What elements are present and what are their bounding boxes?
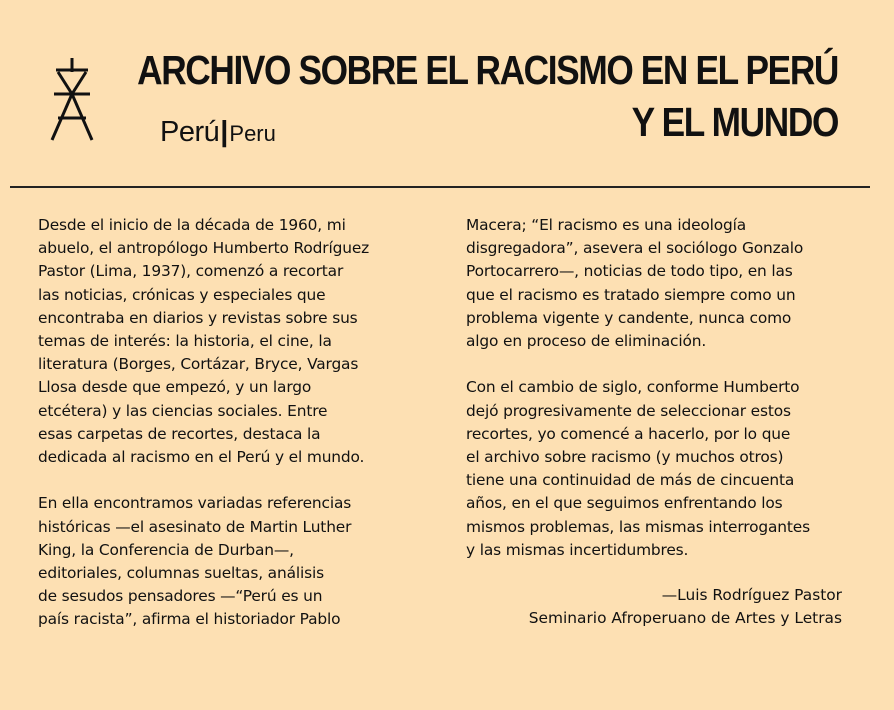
signature-author: —Luis Rodríguez Pastor (661, 586, 842, 604)
text-line: En ella encontramos variadas referencias (38, 494, 352, 513)
country-label-english: Peru (229, 121, 276, 146)
text-line: país racista”, afirma el historiador Pablo (38, 610, 341, 629)
text-line: encontraba en diarios y revistas sobre sus (38, 308, 358, 327)
text-line: editoriales, columnas sueltas, análisis (38, 564, 324, 583)
text-line: y las mismas incertidumbres. (466, 540, 689, 559)
text-line: Macera; “El racismo es una ideología (466, 216, 747, 234)
paragraph-gap (466, 353, 846, 376)
text-line: dejó progresivamente de seleccionar estos (466, 401, 791, 420)
country-label-spanish: Perú (160, 116, 220, 148)
paragraph-references (38, 492, 418, 631)
text-line: dedicada al racismo en el Perú y el mundo. (38, 448, 365, 467)
paragraph-intro (38, 214, 418, 469)
text-line: esas carpetas de recortes, destaca la (38, 424, 321, 443)
text-line: tiene una continuidad de más de cincuenta (466, 471, 795, 490)
paragraph-continuity (466, 376, 846, 562)
text-line: Pastor (Lima, 1937), comenzó a recortar (38, 262, 344, 281)
text-line: mismos problemas, las mismas interrogantes (466, 517, 810, 536)
text-line: de sesudos pensadores —“Perú es un (38, 587, 323, 606)
text-line: las noticias, crónicas y especiales que (38, 285, 326, 304)
text-line: disgregadora”, asevera el sociólogo Gonzalo (466, 239, 804, 258)
text-line: Portocarrero—, noticias de todo tipo, en las (466, 262, 793, 281)
text-line: años, en el que seguimos enfrentando los (466, 494, 783, 513)
text-line: temas de interés: la historia, el cine, la (38, 332, 332, 351)
text-line: literatura (Borges, Cortázar, Bryce, Vargas (38, 355, 359, 374)
text-line: Con el cambio de siglo, conforme Humberto (466, 378, 800, 397)
text-line: históricas —el asesinato de Martin Luther (38, 517, 352, 536)
archive-monogram-logo-icon (48, 56, 96, 144)
text-line: abuelo, el antropólogo Humberto Rodríguez (38, 239, 370, 258)
text-line: recortes, yo comencé a hacerlo, por lo que (466, 424, 791, 443)
right-column (466, 214, 846, 562)
text-line: algo en proceso de eliminación. (466, 332, 707, 351)
country-label-separator: | (220, 116, 229, 148)
text-line: Llosa desde que empezó, y un largo (38, 378, 312, 397)
country-label (160, 116, 276, 149)
paragraph-gap (38, 469, 418, 492)
signature-organization: Seminario Afroperuano de Artes y Letras (528, 609, 842, 628)
text-line: el archivo sobre racismo (y muchos otros) (466, 448, 784, 467)
left-column (38, 214, 418, 632)
page-title-line-2: Y EL MUNDO (631, 99, 838, 145)
text-line: King, la Conferencia de Durban—, (38, 540, 294, 559)
header-divider (10, 186, 870, 188)
text-line: etcétera) y las ciencias sociales. Entre (38, 401, 328, 420)
text-line: que el racismo es tratado siempre como un (466, 285, 796, 304)
text-line: Desde el inicio de la década de 1960, mi (38, 216, 346, 234)
page-title-line-1: ARCHIVO SOBRE EL RACISMO EN EL PERÚ (137, 47, 838, 93)
text-line: problema vigente y candente, nunca como (466, 308, 792, 327)
signature (529, 584, 842, 630)
paragraph-references-continued (466, 214, 846, 353)
